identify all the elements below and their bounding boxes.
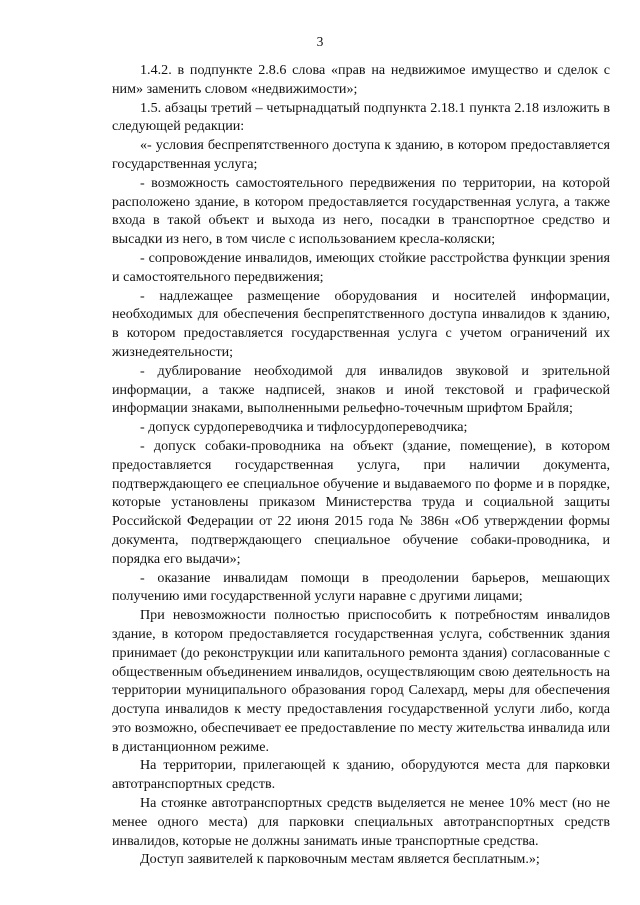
paragraph-1-5: 1.5. абзацы третий – четырнадцатый подпункта 2.18.1 пункта 2.18 изложить в следующей редакции: [112, 99, 610, 135]
paragraph-parking-free: Доступ заявителей к парковочным местам является бесплатным.»; [140, 851, 540, 868]
paragraph-1-4-2: 1.4.2. в подпункте 2.8.6 слова «прав на недвижимое имущество и сделок с ним» заменить словом «недвижимости»; [112, 62, 610, 97]
page-number: 3 [316, 34, 324, 49]
paragraph-parking-allocation: На стоянке автотранспортных средств выделяется не менее 10% мест (но не менее одного места) для парковки специальных автотранспортных средств инвалидов, которые не должны занимать иные транспортные средства. [112, 795, 610, 849]
list-item-assistance: - оказание инвалидам помощи в преодолении барьеров, мешающих получению ими государственной услуги наравне с другими лицами; [112, 569, 610, 605]
list-item-escort: - сопровождение инвалидов, имеющих стойкие расстройства функции зрения и самостоятельного передвижения; [112, 249, 610, 285]
list-item-sign-interpreter: - допуск сурдопереводчика и тифлосурдопереводчика; [140, 419, 468, 436]
paragraph-parking-territory: На территории, прилегающей к зданию, оборудуются места для парковки автотранспортных средств. [112, 757, 610, 793]
list-item-information-duplication: - дублирование необходимой для инвалидов звуковой и зрительной информации, а также надписей, знаков и иной текстовой и графической информации знаками, выполненными рельефно-точечным шрифтом Брайля; [112, 362, 610, 417]
paragraph-adaptation-impossible: При невозможности полностью приспособить к потребностям инвалидов здание, в котором предоставляется государственная услуга, собственник здания принимает (до реконструкции или капитального ремонта здания) согласованные с общественным объединением инвалидов, осуществляющим свою деятельность на территории муниципального образования город Салехард, меры для обеспечения доступа инвалидов к месту предоставления государственной услуги либо, когда это возможно, обеспечивает ее предоставление по месту жительства инвалида или в дистанционном режиме. [112, 607, 610, 755]
document-body [112, 61, 610, 869]
list-item-access-conditions: «- условия беспрепятственного доступа к зданию, в котором предоставляется государственная услуга; [112, 137, 610, 172]
list-item-equipment-placement: - надлежащее размещение оборудования и носителей информации, необходимых для обеспечения беспрепятственного доступа инвалидов к зданию, в котором предоставляется государственная услуга с учетом ограничений их жизнедеятельности; [112, 287, 610, 360]
list-item-guide-dog: - допуск собаки-проводника на объект (здание, помещение), в котором предоставляется государственная услуга, при наличии документа, подтверждающего ее специальное обучение и выдаваемого по форме и в порядке, которые установлены приказом Министерства труда и социальной защиты Российской Федерации от 22 июня 2015 года № 386н «Об утверждении формы документа, подтверждающего специальное обучение собаки-проводника, и порядка его выдачи»; [112, 437, 610, 567]
list-item-independent-movement: - возможность самостоятельного передвижения по территории, на которой расположено здание, в котором предоставляется государственная услуга, а также входа в такой объект и выхода из него, посадки в транспортное средство и высадки из него, в том числе с использованием кресла-коляски; [112, 174, 610, 248]
